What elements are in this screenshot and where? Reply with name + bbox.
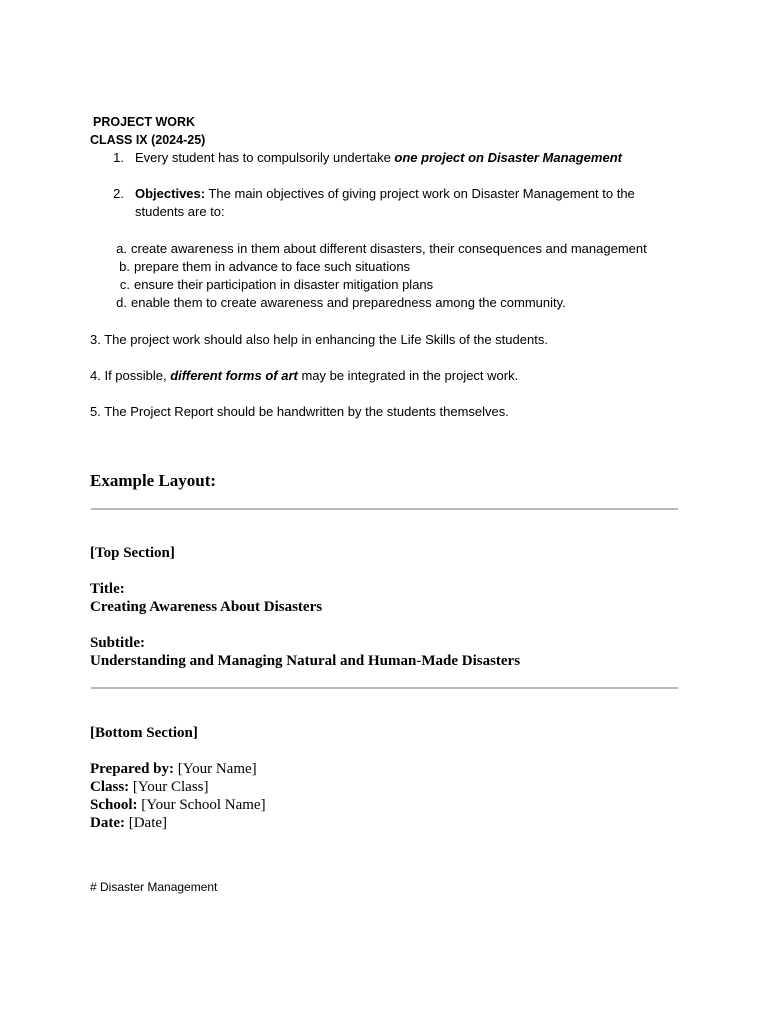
objective-c-text: ensure their participation in disaster mitigation plans — [134, 277, 434, 292]
school-field — [90, 796, 266, 814]
item-2-marker: 2. — [113, 186, 124, 201]
hashtag-footer: # Disaster Management — [90, 880, 218, 894]
objective-a-marker: a. — [116, 241, 127, 256]
item-4-text — [90, 367, 518, 385]
objective-b-marker: b. — [119, 259, 130, 274]
date-value: [Date] — [124, 815, 168, 831]
prepared-by-field — [90, 760, 257, 778]
subtitle-label: Subtitle: — [90, 635, 146, 651]
item-4-emphasis: different forms of art — [170, 368, 298, 383]
bottom-divider — [91, 687, 678, 689]
item-4-prefix: 4. If possible, — [90, 368, 171, 383]
project-work-heading: PROJECT WORK — [93, 115, 196, 129]
class-field — [90, 778, 209, 796]
objective-c-marker: c. — [119, 277, 130, 292]
item-1-emphasis: one project on Disaster Management — [394, 150, 622, 165]
item-5-text: 5. The Project Report should be handwritten by the students themselves. — [90, 404, 509, 419]
school-label: School: — [90, 797, 138, 813]
prepared-by-label: Prepared by: — [90, 761, 175, 777]
item-3-text: 3. The project work should also help in enhancing the Life Skills of the students. — [90, 332, 548, 347]
item-4-suffix: may be integrated in the project work. — [297, 368, 519, 383]
title-value: Creating Awareness About Disasters — [90, 599, 323, 615]
objectives-label: Objectives: — [135, 186, 206, 201]
item-1-body: Every student has to compulsorily undertake — [135, 150, 395, 165]
item-1-marker: 1. — [113, 150, 124, 165]
class-value: [Your Class] — [129, 779, 209, 795]
item-2-line-2: students are to: — [135, 204, 225, 219]
top-section-label: [Top Section] — [90, 545, 175, 561]
objective-d-marker: d. — [116, 295, 127, 310]
item-2-line-1 — [135, 185, 635, 203]
class-heading: CLASS IX (2024-25) — [90, 133, 206, 147]
example-layout-heading: Example Layout: — [90, 471, 217, 490]
bottom-section-label: [Bottom Section] — [90, 725, 198, 741]
objective-b-text: prepare them in advance to face such situations — [134, 259, 411, 274]
class-label: Class: — [90, 779, 130, 795]
prepared-by-value: [Your Name] — [174, 761, 257, 777]
title-label: Title: — [90, 581, 125, 597]
objective-a-text: create awareness in them about different disasters, their consequences and management — [131, 241, 647, 256]
date-field — [90, 814, 167, 832]
date-label: Date: — [90, 815, 125, 831]
school-value: [Your School Name] — [137, 797, 266, 813]
item-1-text — [135, 149, 622, 167]
objectives-text: The main objectives of giving project work on Disaster Management to the — [205, 186, 635, 201]
top-divider — [91, 508, 678, 510]
subtitle-value: Understanding and Managing Natural and Human-Made Disasters — [90, 653, 521, 669]
objective-d-text: enable them to create awareness and preparedness among the community. — [131, 295, 566, 310]
